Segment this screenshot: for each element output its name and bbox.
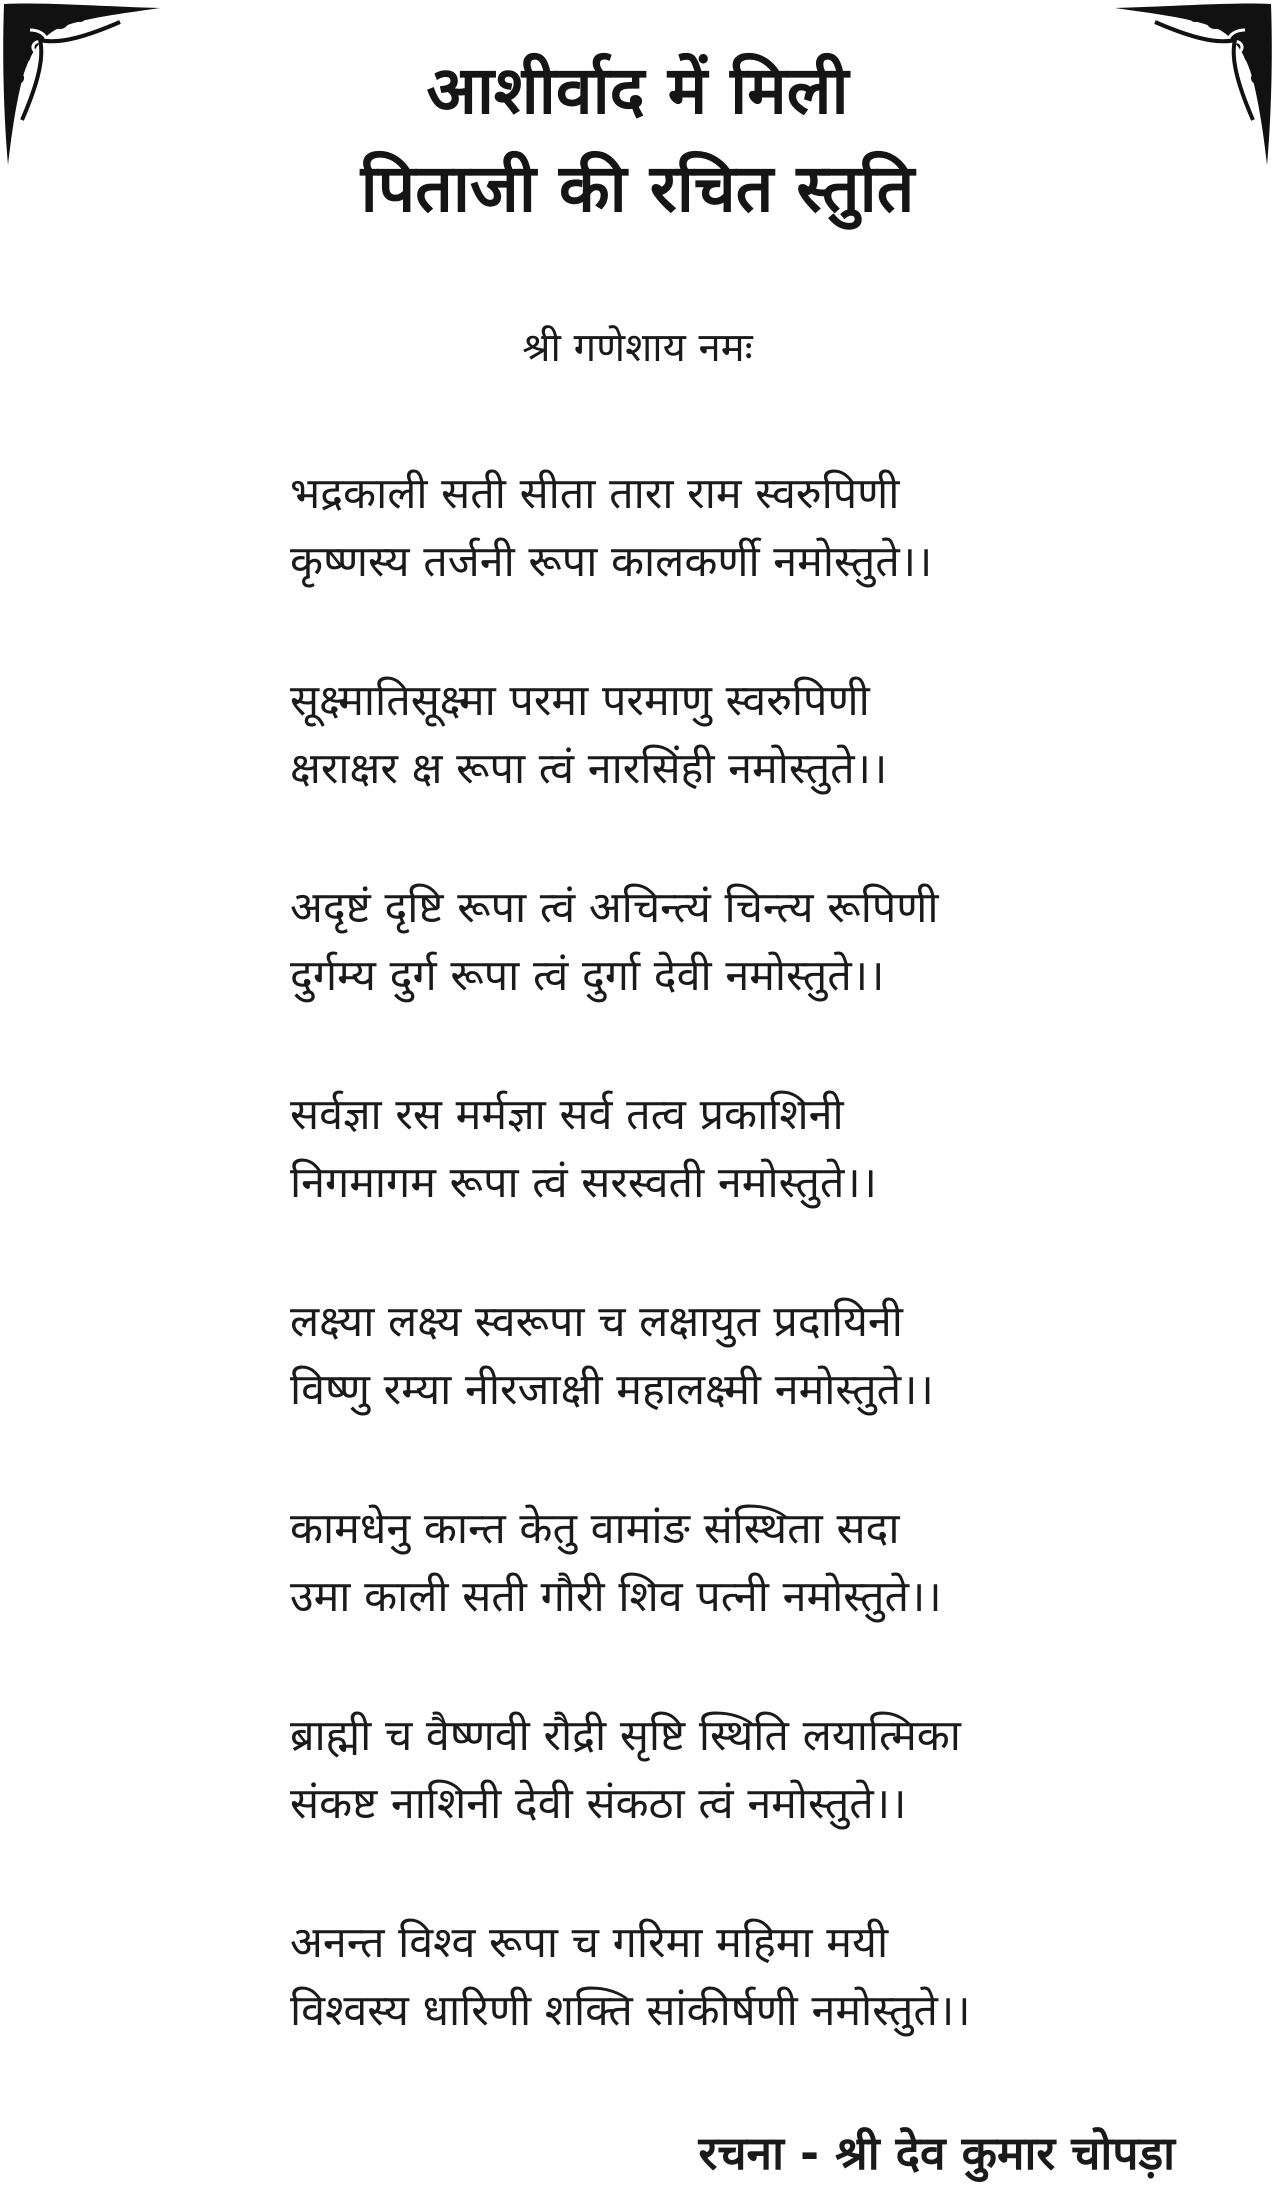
verse-line-2: संकष्ट नाशिनी देवी संकठा त्वं नमोस्तुते।। — [290, 1779, 907, 1829]
verse — [290, 460, 1250, 667]
verse-line-2: विष्णु रम्या नीरजाक्षी महालक्ष्मी नमोस्तुते।। — [290, 1365, 934, 1415]
verse — [290, 1909, 1250, 2116]
verse-line-1: कामधेनु कान्त केतु वामांङ संस्थिता सदा — [290, 1504, 900, 1554]
verse-line-2: क्षराक्षर क्ष रूपा त्वं नारसिंही नमोस्तुते।। — [290, 744, 888, 794]
verse — [290, 1081, 1250, 1288]
verse-line-1: भद्रकाली सती सीता तारा राम स्वरुपिणी — [290, 469, 900, 519]
verse-line-1: सर्वज्ञा रस मर्मज्ञा सर्व तत्व प्रकाशिनी — [290, 1090, 844, 1140]
verse — [290, 1288, 1250, 1495]
verse — [290, 1495, 1250, 1702]
author-credit: रचना - श्री देव कुमार चोपड़ा — [698, 2126, 1175, 2180]
verse — [290, 1702, 1250, 1909]
invocation: श्री गणेशाय नमः — [522, 325, 753, 371]
title-line-2: पिताजी की रचित स्तुति — [360, 150, 915, 227]
title-line-1: आशीर्वाद में मिली — [426, 52, 849, 129]
verse-line-2: विश्वस्य धारिणी शक्ति सांकीर्षणी नमोस्तुते।। — [290, 1986, 971, 2036]
page-title — [0, 42, 1275, 238]
verse-line-1: अनन्त विश्व रूपा च गरिमा महिमा मयी — [290, 1918, 889, 1968]
verse-line-1: ब्राह्मी च वैष्णवी रौद्री सृष्टि स्थिति लयात्मिका — [290, 1711, 961, 1761]
verse-line-1: सूक्ष्मातिसूक्ष्मा परमा परमाणु स्वरुपिणी — [290, 676, 870, 726]
verse-line-2: उमा काली सती गौरी शिव पत्नी नमोस्तुते।। — [290, 1572, 942, 1622]
verse-line-1: अदृष्टं दृष्टि रूपा त्वं अचिन्त्यं चिन्त्य रूपिणी — [290, 883, 939, 933]
verse — [290, 667, 1250, 874]
verse-line-1: लक्ष्या लक्ष्य स्वरूपा च लक्षायुत प्रदायिनी — [290, 1297, 903, 1347]
verse-line-2: दुर्गम्य दुर्ग रूपा त्वं दुर्गा देवी नमोस्तुते।। — [290, 951, 885, 1001]
verse-list — [290, 460, 1250, 2116]
verse — [290, 874, 1250, 1081]
verse-line-2: कृष्णस्य तर्जनी रूपा कालकर्णी नमोस्तुते।। — [290, 537, 933, 587]
verse-line-2: निगमागम रूपा त्वं सरस्वती नमोस्तुते।। — [290, 1158, 877, 1208]
